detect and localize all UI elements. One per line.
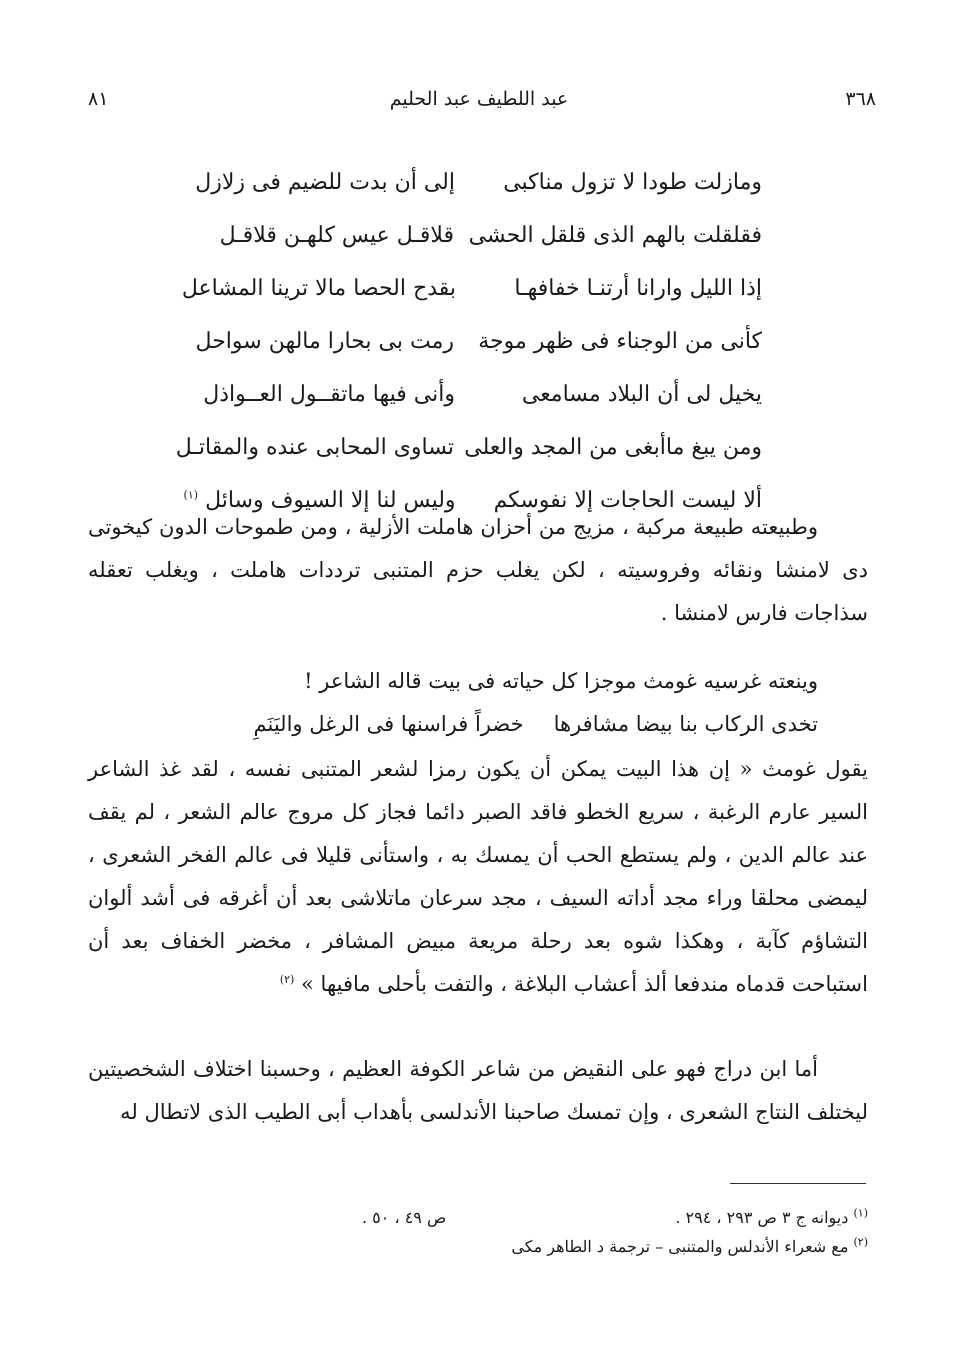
verse-first-hemistich: فقلقلت بالهم الذى قلقل الحشى	[468, 223, 762, 248]
footnote	[675, 1205, 868, 1231]
verse-line	[186, 209, 762, 262]
quoted-verse	[254, 704, 818, 744]
footnote	[511, 1234, 868, 1260]
verse-line	[186, 315, 762, 368]
footnote-text: مع شعراء الأندلس والمتنبى – ترجمة د الطاهر مكى	[511, 1237, 849, 1256]
running-header-author: عبد اللطيف عبد الحليم	[389, 88, 569, 110]
verse-line	[186, 368, 762, 421]
poem-block	[175, 156, 762, 527]
verse-first-hemistich: ألا ليست الحاجات إلا نفوسكم	[493, 488, 762, 513]
verse-line	[181, 262, 762, 315]
verse-second-hemistich: قلاقـل عيس كلهـن قلاقـل	[219, 223, 454, 248]
page-number: ٣٦٨	[845, 88, 876, 110]
verse-first-hemistich: إذا الليل وارانا أرتنـا خفافهـا	[514, 276, 762, 301]
footnote-text: ديوانه ج ٣ ص ٢٩٣ ، ٢٩٤ .	[675, 1208, 849, 1227]
quotation-text: يقول غومث « إن هذا البيت يمكن أن يكون رمزا لشعر المتنبى نفسه ، لقد غذ الشاعر السير عارم الرغبة ، سريع الخطو فاقد الصبر دائما فجاز كل مروج عالم الشعر ، لم يقف عند عالم الدين ، ولم يستطع الحب أن يمسك به ، واستأنى قليلا فى عالم الفخر الشعرى ، ليمضى محلقا وراء مجد أداته السيف ، مجد سرعان ماتلاشى بعد أن أغرقه فى أشد ألوان التشاؤم كآبة ، وهكذا شوه بعد رحلة مريعة مبيض المشافر ، مخضر الخفاف بعد أن استباحت قدماه مندفعا ألذ أعشاب البلاغة ، والتفت بأحلى مافيها »	[88, 757, 868, 996]
verse-second-hemistich: رمت بى بحارا مالهن سواحل	[195, 329, 454, 354]
verse-first-hemistich: يخيل لى أن البلاد مسامعى	[521, 382, 762, 407]
verse-second-hemistich: تساوى المحابى عنده والمقاتـل	[175, 435, 454, 460]
footnote-pages: ص ٤٩ ، ٥٠ .	[362, 1208, 447, 1227]
verse-text: وليس لنا إلا السيوف وسائل	[205, 488, 456, 513]
verse-second-hemistich: وأنى فيها ماتقــول العــواذل	[203, 382, 455, 407]
paragraph: وينعته غرسيه غومث موجزا كل حياته فى بيت قاله الشاعر !	[304, 669, 818, 693]
verse-second-hemistich: بقدح الحصا مالا ترينا المشاعل	[181, 276, 456, 301]
quoted-verse-second-hemistich: خضراً فراسنها فى الرغل واليَنَمِ	[253, 712, 524, 736]
verse-line	[175, 421, 762, 474]
verse-first-hemistich: كأنى من الوجناء فى ظهر موجة	[478, 329, 762, 354]
quoted-verse-first-hemistich: تخدى الركاب بنا بيضا مشافرها	[553, 712, 818, 736]
paragraph: وطبيعته طبيعة مركبة ، مزيج من أحزان هاملت الأزلية ، ومن طموحات الدون كيخوتى دى لامنشا ونقائه وفروسيته ، لكن يغلب حزم المتنبى ترددات هاملت ، ويغلب تعقله سذاجات فارس لامنشا .	[88, 515, 868, 625]
verse-first-hemistich: ومازلت طودا لا تزول مناكبى	[503, 170, 762, 195]
footnote-mark: (٢)	[853, 1235, 868, 1249]
footnote-mark: (١)	[853, 1206, 868, 1220]
footnote-divider	[730, 1183, 866, 1184]
header-left-mark: ٨١	[88, 88, 109, 110]
paragraph: أما ابن دراج فهو على النقيض من شاعر الكوفة العظيم ، وحسبنا اختلاف الشخصيتين ليختلف النتاج الشعرى ، وإن تمسك صاحبنا الأندلسى بأهداب أبى الطيب الذى لاتطال له	[88, 1057, 868, 1124]
verse-first-hemistich: ومن يبغ ماأبغى من المجد والعلى	[464, 435, 762, 460]
footnote-ref: (٢)	[279, 973, 295, 986]
verse-second-hemistich: إلى أن بدت للضيم فى زلازل	[195, 170, 455, 195]
footnote-ref: (١)	[183, 488, 199, 502]
verse-line	[186, 156, 762, 209]
paragraph-quotation	[88, 748, 868, 1006]
